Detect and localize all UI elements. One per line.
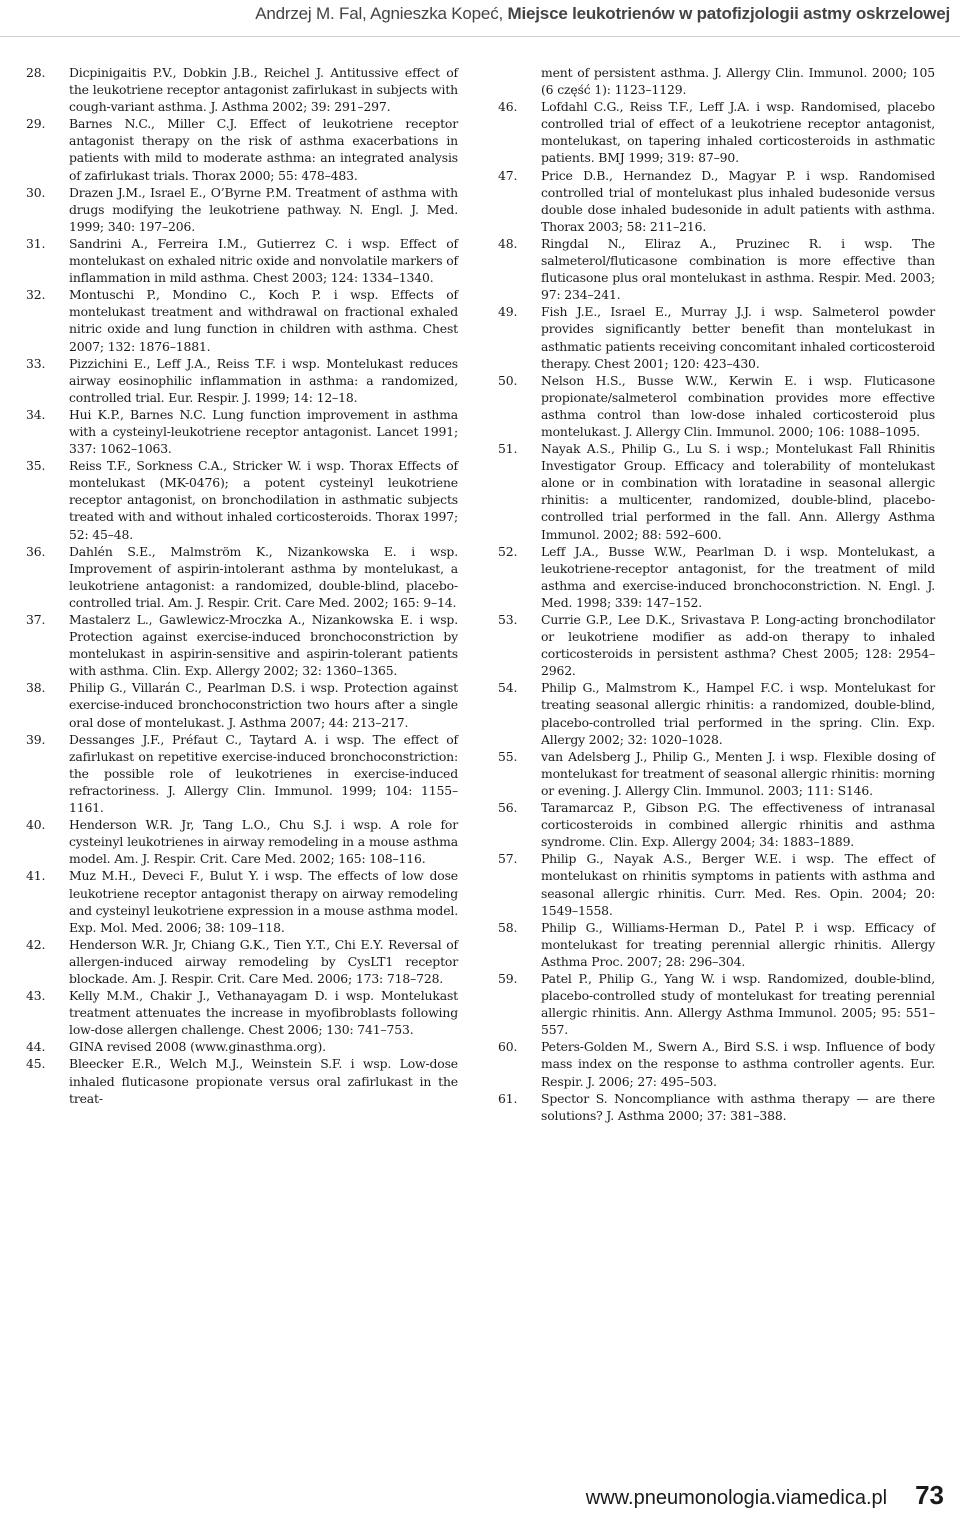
reference-item xyxy=(498,372,935,440)
reference-text: Philip G., Villarán C., Pearlman D.S. i wsp. Protection against exercise-induced bronchoconstriction two hours after a single oral dose of montelukast. J. Asthma 2007; 44: 213–217. xyxy=(69,680,458,730)
reference-text: Price D.B., Hernandez D., Magyar P. i wsp. Randomised controlled trial of montelukast plus inhaled budesonide versus double dose inhaled budesonide in adult patients with asthma. Thorax 2003; 58: 211–216. xyxy=(541,167,935,234)
reference-number: 38. xyxy=(26,680,46,696)
reference-text: Nelson H.S., Busse W.W., Kerwin E. i wsp. Fluticasone propionate/salmeterol combination provides more effective asthma control than low-dose inhaled corticosteroid plus montelukast. J. Allergy Clin. Immunol. 2000; 106: 1088–1095. xyxy=(541,372,935,439)
reference-number: 53. xyxy=(498,612,518,627)
reference-text: Mastalerz L., Gawlewicz-Mroczka A., Nizankowska E. i wsp. Protection against exercise-induced bronchoconstriction by montelukast in aspirin-sensitive and aspirin-tolerant patients with asthma. Clin. Exp. Allergy 2002; 32: 1360–1365. xyxy=(69,612,458,679)
reference-text: Lofdahl C.G., Reiss T.F., Leff J.A. i wsp. Randomised, placebo controlled trial of effect of a leukotriene receptor antagonist, montelukast, on tapering inhaled corticosteroids in asthmatic patients. BMJ 1999; 319: 87–90. xyxy=(541,99,935,166)
reference-text: Leff J.A., Busse W.W., Pearlman D. i wsp. Montelukast, a leukotriene-receptor antagonist, for the treatment of mild asthma and exercise-induced bronchoconstriction. N. Engl. J. Med. 1998; 339: 147–152. xyxy=(541,543,935,610)
header-authors: Andrzej M. Fal, Agnieszka Kopeć, xyxy=(255,4,504,23)
reference-text: Drazen J.M., Israel E., O’Byrne P.M. Treatment of asthma with drugs modifying the leukotriene pathway. N. Engl. J. Med. 1999; 340: 197–206. xyxy=(69,184,458,234)
reference-number: 56. xyxy=(498,800,518,816)
reference-number: 40. xyxy=(26,817,46,833)
reference-text: Bleecker E.R., Welch M.J., Weinstein S.F. i wsp. Low-dose inhaled fluticasone propionate versus oral zafirlukast in the treat- xyxy=(69,1056,458,1106)
reference-text: Philip G., Williams-Herman D., Patel P. i wsp. Efficacy of montelukast for treating perennial allergic rhinitis. Allergy Asthma Proc. 2007; 28: 296–304. xyxy=(541,919,935,969)
reference-item xyxy=(498,919,935,970)
reference-text: Montuschi P., Mondino C., Koch P. i wsp. Effects of montelukast treatment and withdrawal on fractional exhaled nitric oxide and lung function in children with asthma. Chest 2007; 132: 1876–1881. xyxy=(69,287,458,354)
reference-item xyxy=(26,867,458,935)
reference-number: 33. xyxy=(26,355,46,371)
reference-text: Ringdal N., Eliraz A., Pruzinec R. i wsp. The salmeterol/fluticasone combination is more effective than fluticasone plus oral montelukast in asthma. Respir. Med. 2003; 97: 234–241. xyxy=(541,235,935,303)
reference-item xyxy=(26,115,458,183)
reference-number: 52. xyxy=(498,543,518,559)
reference-item xyxy=(498,799,935,850)
reference-text: Dahlén S.E., Malmström K., Nizankowska E. i wsp. Improvement of aspirin-intolerant asthma by montelukast, a leukotriene antagonist: a randomized, double-blind, placebo-controlled trial. Am. J. Respir. Crit. Care Med. 2002; 165: 9–14. xyxy=(69,543,458,610)
reference-number: 46. xyxy=(498,99,518,115)
reference-number: 58. xyxy=(498,919,518,935)
reference-number: 61. xyxy=(498,1090,518,1106)
reference-number: 37. xyxy=(26,612,46,627)
reference-number: 50. xyxy=(498,372,518,388)
reference-item xyxy=(498,167,935,235)
header-title: Miejsce leukotrienów w patofizjologii astmy oskrzelowej xyxy=(507,4,950,23)
journal-url: www.pneumonologia.viamedica.pl xyxy=(585,1487,888,1509)
reference-number: 35. xyxy=(26,458,46,474)
running-header xyxy=(255,4,950,24)
references-left-column xyxy=(26,64,458,1107)
reference-item xyxy=(498,611,935,679)
reference-item xyxy=(26,406,458,457)
reference-number: 30. xyxy=(26,184,46,200)
reference-number: 48. xyxy=(498,235,518,251)
reference-number: 39. xyxy=(26,731,46,747)
reference-text: van Adelsberg J., Philip G., Menten J. i wsp. Flexible dosing of montelukast for treatment of seasonal allergic rhinitis: morning or evening. J. Allergy Clin. Immunol. 2003; 111: S146. xyxy=(541,748,935,798)
reference-item xyxy=(498,850,935,918)
reference-text: Barnes N.C., Miller C.J. Effect of leukotriene receptor antagonist therapy on the risk of asthma exacerbations in patients with mild to moderate asthma: an integrated analysis of zafirlukast trials. Thorax 2000; 55: 478–483. xyxy=(69,116,458,183)
reference-number: 32. xyxy=(26,287,46,303)
page-number: 73 xyxy=(915,1480,944,1510)
reference-item xyxy=(26,936,458,987)
reference-number: 42. xyxy=(26,936,46,952)
reference-item xyxy=(498,98,935,166)
page-footer xyxy=(586,1480,944,1511)
reference-item xyxy=(498,748,935,799)
reference-text: Muz M.H., Deveci F., Bulut Y. i wsp. The effects of low dose leukotriene receptor antagonist therapy on airway remodeling and cysteinyl leukotriene expression in a mouse asthma model. Exp. Mol. Med. 2006; 38: 109–118. xyxy=(69,868,458,935)
reference-text: Kelly M.M., Chakir J., Vethanayagam D. i wsp. Montelukast treatment attenuates the increase in myofibroblasts following low-dose allergen challenge. Chest 2006; 130: 741–753. xyxy=(69,988,458,1038)
reference-text: Reiss T.F., Sorkness C.A., Stricker W. i wsp. Thorax Effects of montelukast (MK-0476); a potent cysteinyl leukotriene receptor antagonist, on bronchodilation in asthmatic subjects treated with and without inhaled corticosteroids. Thorax 1997; 52: 45–48. xyxy=(69,458,458,542)
reference-item xyxy=(498,1038,935,1089)
reference-number: 57. xyxy=(498,851,518,867)
reference-number: 45. xyxy=(26,1056,46,1072)
reference-number: 49. xyxy=(498,304,518,320)
reference-item xyxy=(26,1038,458,1055)
reference-number: 59. xyxy=(498,970,518,986)
reference-item xyxy=(498,543,935,611)
reference-text: Philip G., Malmstrom K., Hampel F.C. i wsp. Montelukast for treating seasonal allergic rhinitis: a randomized, double-blind, placebo-controlled trial performed in the spring. Clin. Exp. Allergy 2002; 32: 1020–1028. xyxy=(541,680,935,747)
reference-continuation: ment of persistent asthma. J. Allergy Clin. Immunol. 2000; 105 (6 część 1): 1123–1129. xyxy=(541,65,935,98)
reference-text: Pizzichini E., Leff J.A., Reiss T.F. i wsp. Montelukast reduces airway eosinophilic inflammation in asthma: a randomized, controlled trial. Eur. Respir. J. 1999; 14: 12–18. xyxy=(69,355,458,405)
reference-number: 28. xyxy=(26,65,46,80)
reference-item xyxy=(498,970,935,1038)
reference-number: 44. xyxy=(26,1039,46,1055)
reference-text: Peters-Golden M., Swern A., Bird S.S. i wsp. Influence of body mass index on the response to asthma controller agents. Eur. Respir. J. 2006; 27: 495–503. xyxy=(541,1039,935,1089)
reference-text: Philip G., Nayak A.S., Berger W.E. i wsp. The effect of montelukast on rhinitis symptoms in patients with asthma and seasonal allergic rhinitis. Curr. Med. Res. Opin. 2004; 20: 1549–1558. xyxy=(541,851,935,918)
reference-number: 43. xyxy=(26,988,46,1004)
reference-text: Nayak A.S., Philip G., Lu S. i wsp.; Montelukast Fall Rhinitis Investigator Group. Efficacy and tolerability of montelukast alone or in combination with loratadine in seasonal allergic rhinitis: a multicenter, randomized, double-blind, placebo-controlled trial performed in the fall. Ann. Allergy Asthma Immunol. 2002; 88: 592–600. xyxy=(541,441,935,542)
reference-item xyxy=(498,1090,935,1124)
reference-item xyxy=(26,235,458,286)
reference-number: 31. xyxy=(26,235,46,251)
reference-text: Dessanges J.F., Préfaut C., Taytard A. i wsp. The effect of zafirlukast on repetitive exercise-induced bronchoconstriction: the possible role of leukotrienes in exercise-induced refractoriness. J. Allergy Clin. Immunol. 1999; 104: 1155–1161. xyxy=(69,731,458,816)
reference-item xyxy=(498,235,935,303)
header-divider xyxy=(0,36,960,37)
reference-text: Taramarcaz P., Gibson P.G. The effectiveness of intranasal corticosteroids in combined allergic rhinitis and asthma syndrome. Clin. Exp. Allergy 2004; 34: 1883–1889. xyxy=(541,800,935,850)
reference-item xyxy=(498,679,935,747)
reference-item xyxy=(26,184,458,235)
reference-number: 55. xyxy=(498,748,518,764)
reference-text: Patel P., Philip G., Yang W. i wsp. Randomized, double-blind, placebo-controlled study of montelukast for treating perennial allergic rhinitis. Ann. Allergy Asthma Immunol. 2005; 95: 551–557. xyxy=(541,970,935,1038)
reference-text: Henderson W.R. Jr, Chiang G.K., Tien Y.T., Chi E.Y. Reversal of allergen-induced airway remodeling by CysLT1 receptor blockade. Am. J. Respir. Crit. Care Med. 2006; 173: 718–728. xyxy=(69,936,458,986)
reference-text: Currie G.P., Lee D.K., Srivastava P. Long-acting bronchodilator or leukotriene modifier as add-on therapy to inhaled corticosteroids in persistent asthma? Chest 2005; 128: 2954–2962. xyxy=(541,612,935,679)
reference-text: Hui K.P., Barnes N.C. Lung function improvement in asthma with a cysteinyl-leukotriene receptor antagonist. Lancet 1991; 337: 1062–1063. xyxy=(69,406,458,457)
references-right-column xyxy=(498,64,935,1124)
reference-text: Fish J.E., Israel E., Murray J.J. i wsp. Salmeterol powder provides significantly better benefit than montelukast in asthmatic patients receiving concomitant inhaled corticosteroid therapy. Chest 2001; 120: 423–430. xyxy=(541,304,935,371)
reference-item xyxy=(498,303,935,371)
reference-number: 51. xyxy=(498,441,518,457)
reference-number: 47. xyxy=(498,167,518,183)
reference-item xyxy=(26,611,458,679)
reference-item xyxy=(26,457,458,542)
reference-item xyxy=(26,816,458,867)
reference-text: Sandrini A., Ferreira I.M., Gutierrez C. i wsp. Effect of montelukast on exhaled nitric oxide and nonvolatile markers of inflammation in mild asthma. Chest 2003; 124: 1334–1340. xyxy=(69,235,458,286)
reference-item xyxy=(26,355,458,406)
reference-text: Spector S. Noncompliance with asthma therapy — are there solutions? J. Asthma 2000; 37: 381–388. xyxy=(541,1090,935,1123)
reference-number: 29. xyxy=(26,116,46,132)
reference-number: 41. xyxy=(26,868,46,884)
reference-item xyxy=(26,543,458,611)
reference-number: 54. xyxy=(498,680,518,696)
reference-text: Dicpinigaitis P.V., Dobkin J.B., Reichel J. Antitussive effect of the leukotriene receptor antagonist zafirlukast in subjects with cough-variant asthma. J. Asthma 2002; 39: 291–297. xyxy=(69,65,458,115)
reference-item xyxy=(26,731,458,816)
reference-item xyxy=(26,679,458,730)
reference-item xyxy=(498,440,935,543)
reference-item xyxy=(26,1055,458,1106)
reference-text: GINA revised 2008 (www.ginasthma.org). xyxy=(69,1039,326,1055)
reference-item xyxy=(26,286,458,354)
reference-item xyxy=(26,987,458,1038)
reference-text: Henderson W.R. Jr, Tang L.O., Chu S.J. i wsp. A role for cysteinyl leukotrienes in airway remodeling in a mouse asthma model. Am. J. Respir. Crit. Care Med. 2002; 165: 108–116. xyxy=(69,817,458,867)
reference-number: 36. xyxy=(26,543,46,559)
reference-number: 34. xyxy=(26,406,46,422)
reference-number: 60. xyxy=(498,1039,518,1055)
reference-item xyxy=(26,64,458,115)
